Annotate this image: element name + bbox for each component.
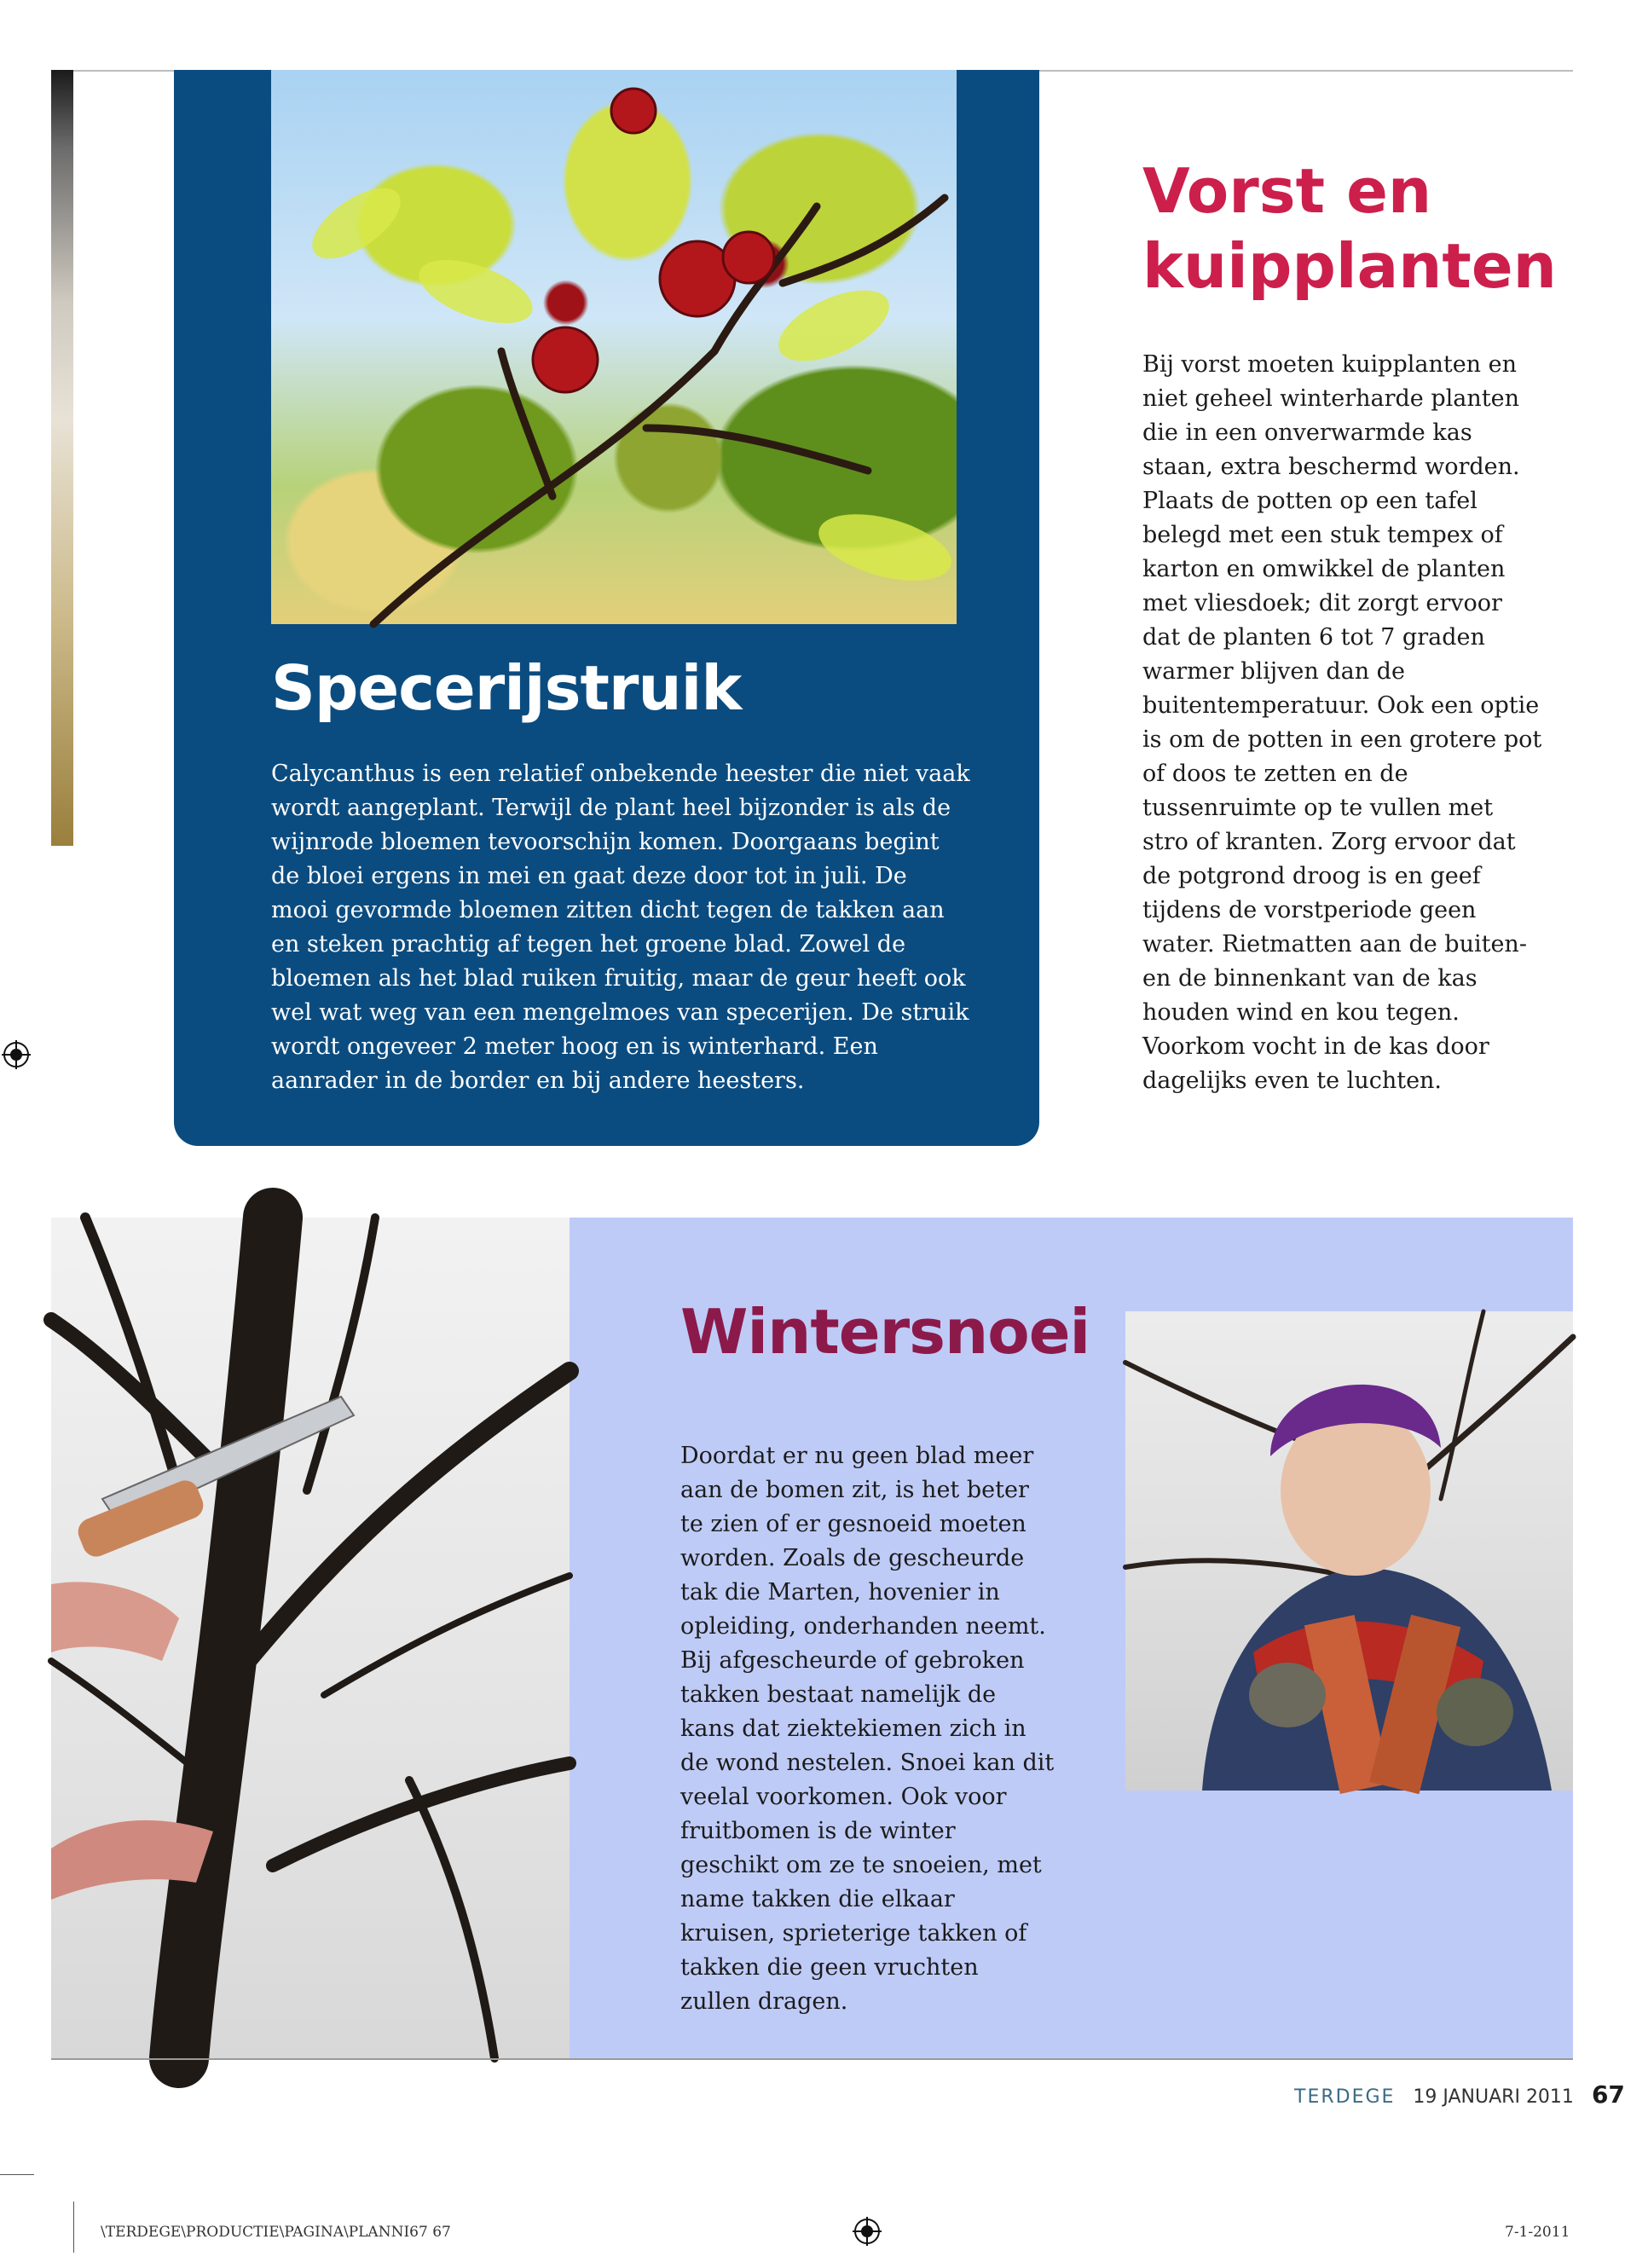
- registration-mark-icon: [2, 1040, 31, 1069]
- wintersnoei-body: Doordat er nu geen blad meer aan de bomen zit, is het beter te zien of er gesnoeid moeten worden. Zoals de gescheurde tak die Marten, hovenier in opleiding, onderhanden neemt. Bij afgescheurde of gebroken takken bestaat namelijk de kans dat ziektekiemen zich in de wond nestelen. Snoei kan dit veelal voorkomen. Ook voor fruitbomen is de winter geschikt om ze te snoeien, met name takken die elkaar kruisen, sprieterige takken of takken die geen vruchten zullen dragen.: [680, 1443, 1055, 2015]
- issue-date: 19 JANUARI 2011: [1413, 2086, 1574, 2108]
- crop-mark-vertical: [73, 2201, 74, 2253]
- page-footer: [1294, 2080, 1625, 2109]
- registration-mark-icon: [853, 2217, 882, 2246]
- specerijstruik-title: Specerijstruik: [271, 652, 742, 724]
- print-slug-path: \TERDEGE\PRODUCTIE\PAGINA\PLANNI67 67: [101, 2224, 451, 2241]
- vorst-title: Vorst en kuipplanten: [1142, 155, 1557, 302]
- calycanthus-photo: [271, 70, 957, 624]
- page-number: 67: [1591, 2080, 1625, 2109]
- left-edge-photo-strip: [51, 70, 73, 846]
- crop-mark-left: [0, 2174, 34, 2175]
- print-slug-date: 7-1-2011: [1505, 2224, 1570, 2241]
- wintersnoei-title: Wintersnoei: [680, 1296, 1090, 1368]
- specerijstruik-body: Calycanthus is een relatief onbekende heester die niet vaak wordt aangeplant. Terwijl de plant heel bijzonder is als de wijnrode bloemen tevoorschijn komen. Doorgaans begint de bloei ergens in mei en gaat deze door tot in juli. De mooi gevormde bloemen zitten dicht tegen de takken aan en steken prachtig af tegen het groene blad. Zowel de bloemen als het blad ruiken fruitig, maar de geur heeft ook wel wat weg van een mengelmoes van specerijen. De struik wordt ongeveer 2 meter hoog en is winterhard. Een aanrader in de border en bij andere heesters.: [271, 761, 970, 1094]
- magazine-name: TERDEGE: [1294, 2086, 1396, 2108]
- vorst-body: Bij vorst moeten kuipplanten en niet geheel winterharde planten die in een onverwarmde kas staan, extra beschermd worden. Plaats de potten op een tafel belegd met een stuk tempex of karton en omwikkel de planten met vliesdoek; dit zorgt ervoor dat de planten 6 tot 7 graden warmer blijven dan de buitentemperatuur. Ook een optie is om de potten in een grotere pot of doos te zetten en de tussenruimte op te vullen met stro of kranten. Zorg ervoor dat de potgrond droog is en geef tijdens de vorstperiode geen water. Rietmatten aan de buiten- en de binnenkant van de kas houden wind en kou tegen. Voorkom vocht in de kas door dagelijks even te luchten.: [1142, 351, 1542, 1094]
- gardener-photo: [1125, 1311, 1573, 1791]
- pruning-saw-photo: [51, 1218, 570, 2058]
- bottom-frame-line: [51, 2058, 1573, 2060]
